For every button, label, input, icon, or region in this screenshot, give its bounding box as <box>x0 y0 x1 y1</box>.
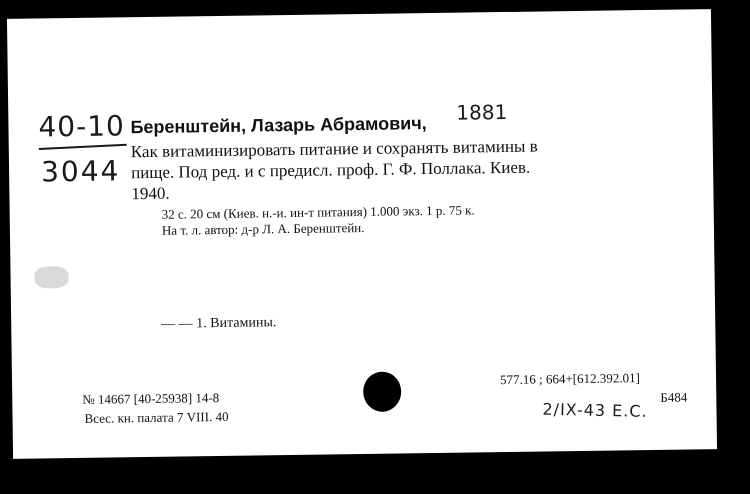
punch-hole <box>363 371 402 412</box>
ink-smudge <box>34 266 68 288</box>
imprint-line: 32 с. 20 см (Киев. н.-и. ин-т питания) 1.000 экз. 1 р. 75 к. <box>161 202 475 222</box>
udc-index: 577.16 ; 664+[612.392.01] <box>499 370 640 388</box>
subject-heading: — — 1. Витамины. <box>161 315 277 332</box>
author-mark: Б484 <box>660 389 688 405</box>
handwritten-note: 2/IX-43 Е.С. <box>542 399 648 421</box>
birth-year: 1881 <box>456 99 508 125</box>
registration-number: № 14667 [40-25938] 14-8 <box>82 390 220 407</box>
registration-chamber: Всес. кн. палата 7 VIII. 40 <box>84 408 229 426</box>
author-note: На т. л. автор: д-р Л. А. Беренштейн. <box>161 219 365 238</box>
classification-underline <box>39 144 127 150</box>
classification-mark: 40-10 <box>38 109 126 144</box>
book-title <box>131 133 702 204</box>
title-line: 1940. <box>131 183 170 204</box>
inventory-number: 3044 <box>40 154 121 189</box>
title-line: Как витаминизировать питание и сохранять витамины в <box>130 136 538 162</box>
author-heading: Беренштейн, Лазарь Абрамович, <box>130 113 427 138</box>
catalog-card <box>7 9 717 459</box>
title-line: пище. Под ред. и с предисл. проф. Г. Ф. Поллака. Киев. <box>130 157 531 183</box>
